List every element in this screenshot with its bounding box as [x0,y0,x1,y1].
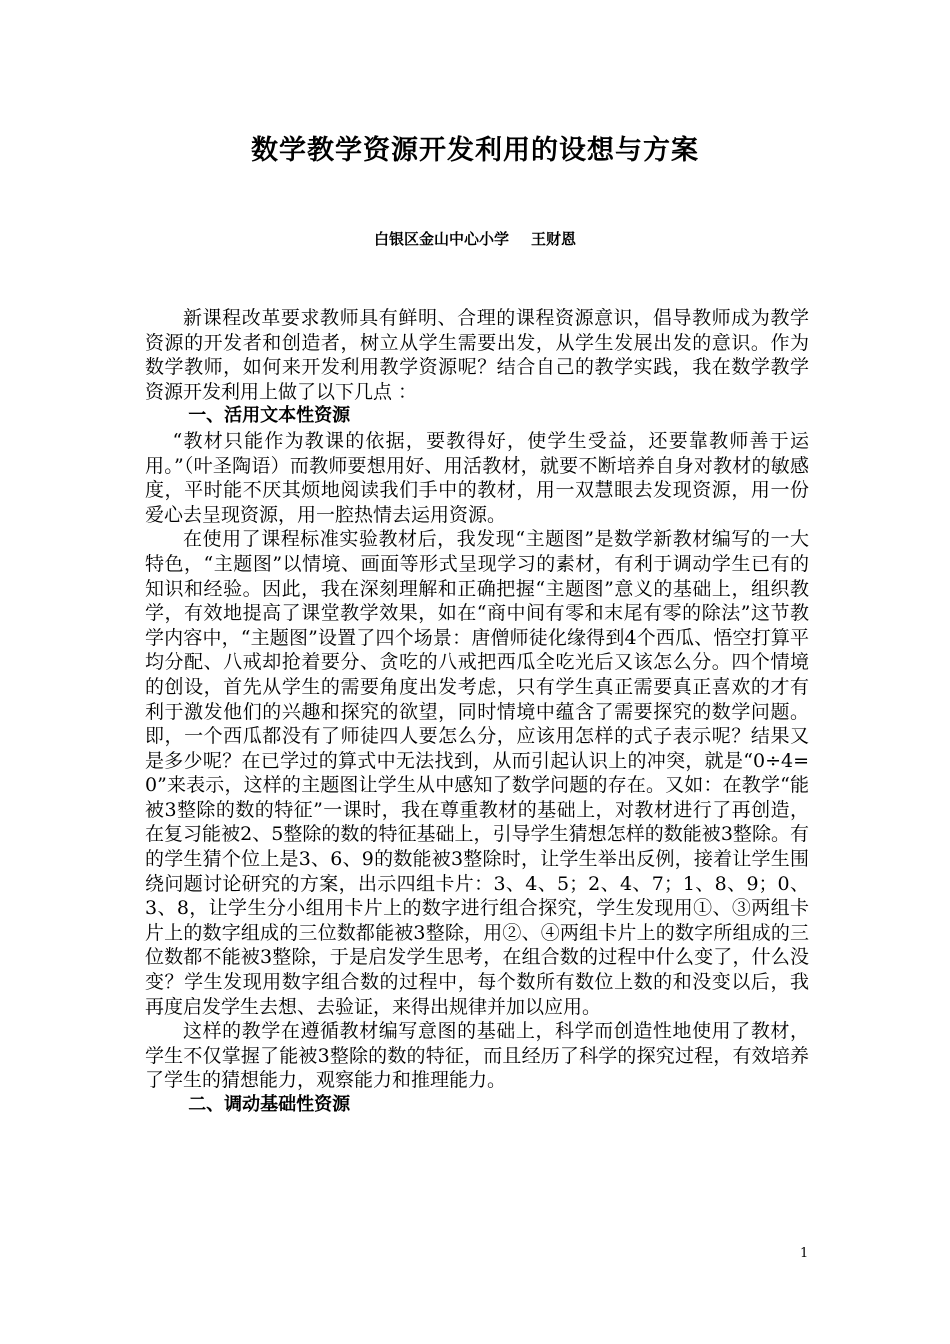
section-heading-1: 一、活用文本性资源 [188,405,351,427]
page-number: 1 [800,1246,809,1261]
document-body [145,306,809,1118]
section-heading-2: 二、调动基础性资源 [188,1094,351,1115]
body-paragraph: 在使用了课程标准实验教材后，我发现“主题图”是数学新教材编写的一大特色，“主题图”以情境、画面等形式呈现学习的素材，有利于调动学生已有的知识和经验。因此，我在深刻理解和正确把握“主题图”意义的基础上，组织教学，有效地提高了课堂教学效果，如在“商中间有零和末尾有零的除法”这节教学内容中，“主题图”设置了四个场景：唐僧师徒化缘得到4个西瓜、悟空打算平均分配、八戒却抢着要分、贪吃的八戒把西瓜全吃光后又该怎么分。四个情境的创设，首先从学生的需要角度出发考虑，只有学生真正需要真正喜欢的才有利于激发他们的兴趣和探究的欲望，同时情境中蕴含了需要探究的数学问题。即，一个西瓜都没有了师徒四人要怎么分，应该用怎样的式子表示呢？结果又是多少呢？在已学过的算式中无法找到，从而引起认识上的冲突，就是“0÷4=0”来表示，这样的主题图让学生从中感知了数学问题的存在。又如：在教学“能被3整除的数的特征”一课时，我在尊重教材的基础上，对教材进行了再创造，在复习能被2、5整除的数的特征基础上，引导学生猜想怎样的数能被3整除。有的学生猜个位上是3、6、9的数能被3整除时，让学生举出反例，接着让学生围绕问题讨论研究的方案，出示四组卡片：3、4、5；2、4、7；1、8、9；0、3、8，让学生分小组用卡片上的数字进行组合探究，学生发现用①、③两组卡片上的数字组成的三位数都能被3整除，用②、④两组卡片上的数字所组成的三位数都不能被3整除，于是启发学生思考，在组合数的过程中什么变了，什么没变？学生发现用数字组合数的过程中，每个数所有数位上数的和没变以后，我再度启发学生去想、去验证，来得出规律并加以应用。 [145,528,809,1018]
body-paragraph: “教材只能作为教课的依据，要教得好，使学生受益，还要靠教师善于运用。”（叶圣陶语）而教师要想用好、用活教材，就要不断培养自身对教材的敏感度，平时能不厌其烦地阅读我们手中的教材，用一双慧眼去发现资源，用一份爱心去呈现资源，用一腔热情去运用资源。 [145,429,809,526]
body-paragraph: 这样的教学在遵循教材编写意图的基础上，科学而创造性地使用了教材，学生不仅掌握了能被3整除的数的特征，而且经历了科学的探究过程，有效培养了学生的猜想能力，观察能力和推理能力。 [145,1020,809,1092]
document-title: 数学教学资源开发利用的设想与方案 [251,135,699,166]
author-school: 白银区金山中心小学 [373,230,509,248]
intro-paragraph: 新课程改革要求教师具有鲜明、合理的课程资源意识，倡导教师成为教学资源的开发者和创造者，树立从学生需要出发，从学生发展出发的意识。作为数学教师，如何来开发利用教学资源呢？结合自己的教学实践，我在数学教学资源开发利用上做了以下几点 ： [145,307,809,403]
author-name: 王财恩 [531,230,577,248]
author-line [0,228,950,249]
